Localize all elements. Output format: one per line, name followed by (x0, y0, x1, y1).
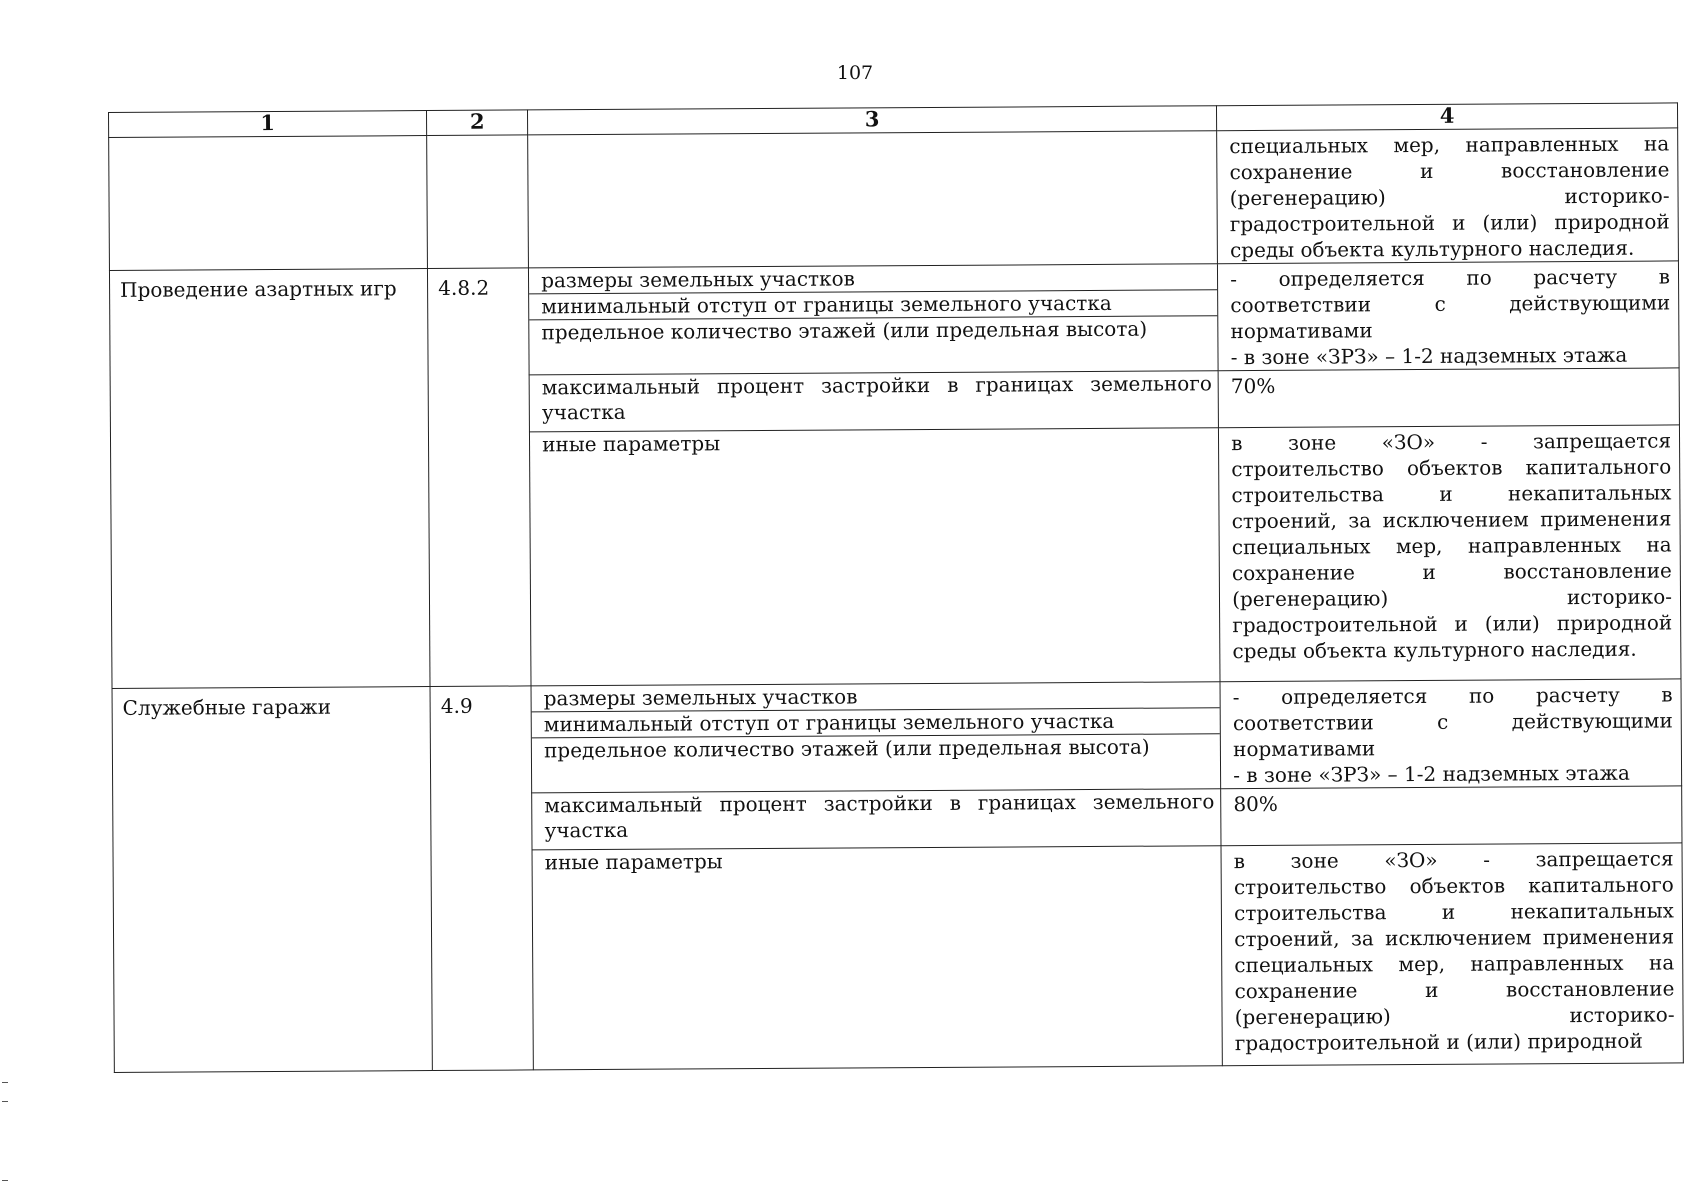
other-label: иные параметры (542, 431, 721, 457)
margin-mark (2, 1180, 8, 1181)
use-code: 4.9 (430, 686, 533, 1071)
pct-value: 80% (1221, 786, 1682, 846)
other-value: в зоне «ЗО» - запрещается строительство объектов капитального строительства и некапитальных строений, за исключением применения специальных мер, направленных на сохранение и восстановление (регенерацию) историко-градостроительной и (или) природной (1221, 843, 1683, 1066)
table-row (112, 679, 1682, 796)
param-label: минимальный отступ от границы земельного участка (529, 290, 1217, 320)
continuation-text: специальных мер, направленных на сохранение и восстановление (регенерацию) историко-градостроительной и (или) природной среды объекта культурного наследия. (1217, 128, 1679, 264)
zoning-table (108, 102, 1684, 1073)
table-cell (427, 135, 529, 269)
param-group-value (1218, 261, 1679, 371)
param-label: минимальный отступ от границы земельного участка (532, 708, 1220, 738)
param-group (531, 682, 1221, 793)
param-label (532, 789, 1221, 850)
table-cell (528, 131, 1218, 268)
param-label (530, 428, 1221, 686)
header-col-2: 2 (427, 110, 528, 136)
continuation-row (109, 128, 1679, 271)
value-line: - определяется по расчету в соответствии с действующими нормативами (1232, 682, 1673, 762)
header-col-3: 3 (528, 106, 1217, 135)
header-col-1: 1 (109, 111, 427, 138)
table-cell (109, 136, 428, 271)
use-code: 4.8.2 (428, 268, 531, 687)
value-line: - в зоне «ЗРЗ» – 1-2 надземных этажа (1230, 342, 1628, 370)
param-label: размеры земельных участков (532, 682, 1220, 712)
value-line: - в зоне «ЗРЗ» – 1-2 надземных этажа (1233, 760, 1630, 788)
param-group (529, 264, 1219, 375)
other-value: в зоне «ЗО» - запрещается строительство объектов капитального строительства и некапитальных строений, за исключением применения специальных мер, направленных на сохранение и восстановление (регенерацию) историко-градостроительной и (или) природной среды объекта культурного наследия. (1219, 425, 1681, 682)
table-row (109, 261, 1679, 378)
param-group-value (1220, 679, 1681, 789)
pct-value: 70% (1218, 368, 1679, 428)
use-name: Служебные гаражи (112, 687, 433, 1073)
param-label (529, 371, 1218, 432)
margin-mark (2, 1082, 8, 1102)
param-label: размеры земельных участков (529, 264, 1217, 294)
param-label: предельное количество этажей (или предельная высота) (543, 734, 1150, 763)
param-label (532, 846, 1222, 1070)
param-label: предельное количество этажей (или предельная высота) (541, 316, 1148, 345)
pct-label: максимальный процент застройки в границах земельного участка (544, 789, 1215, 843)
page-number: 107 (836, 62, 874, 84)
use-name: Проведение азартных игр (109, 269, 430, 689)
document-sheet (108, 102, 1684, 1122)
header-col-4: 4 (1217, 103, 1678, 131)
value-line: - определяется по расчету в соответствии с действующими нормативами (1230, 264, 1671, 344)
pct-label: максимальный процент застройки в границах земельного участка (541, 371, 1212, 425)
other-label: иные параметры (544, 849, 723, 875)
